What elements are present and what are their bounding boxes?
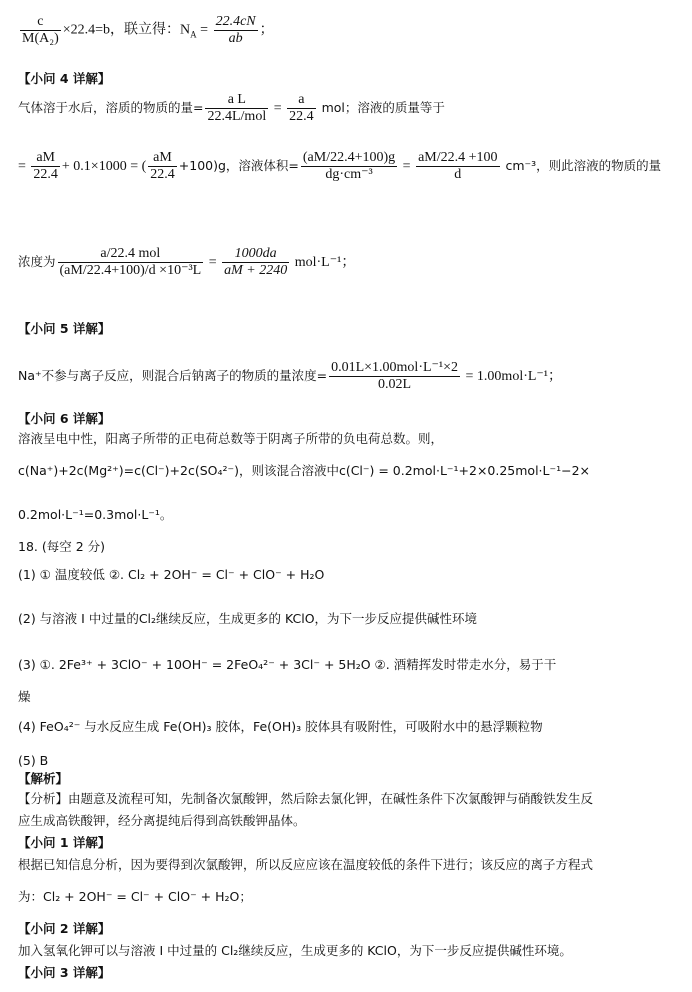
fraction bbox=[222, 246, 289, 279]
section-heading-q6: 【小问 6 详解】 bbox=[18, 411, 111, 426]
fraction bbox=[329, 360, 460, 393]
q2-line-a: 加入氢氧化钾可以与溶液 I 中过量的 Cl₂继续反应，生成更多的 KClO，为下一步反应提供碱性环境。 bbox=[18, 943, 572, 958]
equals: = bbox=[205, 255, 221, 270]
equals: = bbox=[399, 159, 415, 174]
numerator: c bbox=[20, 14, 61, 31]
text: ×22.4=b，联立得：N bbox=[62, 22, 191, 38]
answer-18-3: (3) ①. 2Fe³⁺ + 3ClO⁻ + 10OH⁻ = 2FeO₄²⁻ + 3Cl⁻ + 5H₂O ②. 酒精挥发时带走水分，易于干 bbox=[18, 657, 557, 672]
q6-line-b: c(Na⁺)+2c(Mg²⁺)=c(Cl⁻)+2c(SO₄²⁻)，则该混合溶液中c(Cl⁻) = 0.2mol·L⁻¹+2×0.25mol·L⁻¹−2× bbox=[18, 463, 591, 478]
denominator: ab bbox=[228, 31, 243, 46]
denominator: 22.4 bbox=[33, 167, 58, 182]
section-heading-q5: 【小问 5 详解】 bbox=[18, 321, 111, 336]
answer-18-5: (5) B bbox=[18, 753, 49, 768]
subscript: A bbox=[190, 29, 197, 40]
answer-18-2: (2) 与溶液 I 中过量的Cl₂继续反应，生成更多的 KClO，为下一步反应提供碱性环境 bbox=[18, 611, 478, 626]
analysis-line-b: 应生成高铁酸钾，经分离提纯后得到高铁酸钾晶体。 bbox=[18, 813, 306, 828]
numerator: aM/22.4 +100 bbox=[418, 150, 498, 165]
text: + 0.1×1000 = ( bbox=[61, 159, 147, 174]
q4-line-c bbox=[18, 246, 355, 279]
numerator: a/22.4 mol bbox=[58, 246, 204, 263]
fraction bbox=[416, 150, 499, 183]
section-heading-q1: 【小问 1 详解】 bbox=[18, 835, 111, 850]
text: Na⁺不参与离子反应，则混合后钠离子的物质的量浓度= bbox=[18, 368, 328, 383]
section-heading-q3: 【小问 3 详解】 bbox=[18, 965, 111, 980]
q6-line-a: 溶液呈电中性，阳离子所带的正电荷总数等于阴离子所带的负电荷总数。则， bbox=[18, 431, 444, 446]
q6-line-c: 0.2mol·L⁻¹=0.3mol·L⁻¹。 bbox=[18, 507, 173, 522]
text: ； bbox=[259, 22, 274, 38]
fraction bbox=[214, 14, 258, 47]
fraction bbox=[58, 246, 204, 279]
numerator: a L bbox=[205, 92, 268, 109]
fraction bbox=[31, 150, 60, 183]
section-heading-jiexi: 【解析】 bbox=[18, 771, 69, 786]
q4-line-a bbox=[18, 92, 445, 125]
denominator: aM + 2240 bbox=[224, 263, 288, 278]
answer-18-1: (1) ① 温度较低 ②. Cl₂ + 2OH⁻ = Cl⁻ + ClO⁻ + H₂O bbox=[18, 567, 325, 582]
q1-line-a: 根据已知信息分析，因为要得到次氯酸钾，所以反应应该在温度较低的条件下进行；该反应的离子方程式 bbox=[18, 857, 594, 872]
denominator: (aM/22.4+100)/d ×10⁻³L bbox=[59, 263, 202, 278]
fraction bbox=[148, 150, 177, 183]
numerator: 0.01L×1.00mol·L⁻¹×2 bbox=[331, 360, 459, 375]
section-heading-q2: 【小问 2 详解】 bbox=[18, 921, 111, 936]
answer-18-3-cont: 燥 bbox=[18, 689, 31, 704]
denominator: 22.4L/mol bbox=[207, 109, 267, 124]
fraction bbox=[301, 150, 397, 183]
analysis-line-a: 【分析】由题意及流程可知，先制备次氯酸钾，然后除去氯化钾，在碱性条件下次氯酸钾与硝酸铁发生反 bbox=[18, 791, 594, 806]
text: cm⁻³，则此溶液的物质的量 bbox=[501, 158, 662, 173]
q4-line-b bbox=[18, 150, 661, 183]
denominator: dg·cm⁻³ bbox=[325, 167, 373, 182]
text: 气体溶于水后，溶质的物质的量= bbox=[18, 100, 204, 115]
denominator: 22.4 bbox=[150, 167, 175, 182]
q1-line-b: 为：Cl₂ + 2OH⁻ = Cl⁻ + ClO⁻ + H₂O； bbox=[18, 889, 252, 904]
section-heading-q4: 【小问 4 详解】 bbox=[18, 71, 111, 86]
text: = bbox=[18, 159, 30, 174]
equals: = bbox=[196, 22, 212, 38]
numerator: 1000da bbox=[222, 246, 289, 263]
denominator: d bbox=[454, 167, 462, 182]
numerator: 22.4cN bbox=[215, 14, 256, 29]
numerator: (aM/22.4+100)g bbox=[302, 150, 396, 165]
numerator: aM bbox=[148, 150, 177, 167]
denominator: M(A₂) bbox=[22, 31, 59, 46]
denominator: 22.4 bbox=[289, 109, 314, 124]
numerator: aM bbox=[31, 150, 60, 167]
fraction bbox=[20, 14, 61, 47]
formula-line-1 bbox=[18, 14, 274, 47]
text: +100)g，溶液体积= bbox=[178, 158, 299, 173]
answer-18-4: (4) FeO₄²⁻ 与水反应生成 Fe(OH)₃ 胶体，Fe(OH)₃ 胶体具有吸附性，可吸附水中的悬浮颗粒物 bbox=[18, 719, 543, 734]
equals: = bbox=[270, 101, 286, 116]
q5-line-a bbox=[18, 360, 562, 393]
text: 浓度为 bbox=[18, 254, 56, 269]
fraction bbox=[205, 92, 268, 125]
text: mol；溶液的质量等于 bbox=[317, 100, 445, 115]
numerator: a bbox=[287, 92, 316, 109]
text: = 1.00mol·L⁻¹； bbox=[462, 369, 563, 384]
denominator: 0.02L bbox=[378, 377, 412, 392]
fraction bbox=[287, 92, 316, 125]
question-18-header: 18. (每空 2 分) bbox=[18, 539, 106, 554]
text: mol·L⁻¹； bbox=[291, 255, 356, 270]
